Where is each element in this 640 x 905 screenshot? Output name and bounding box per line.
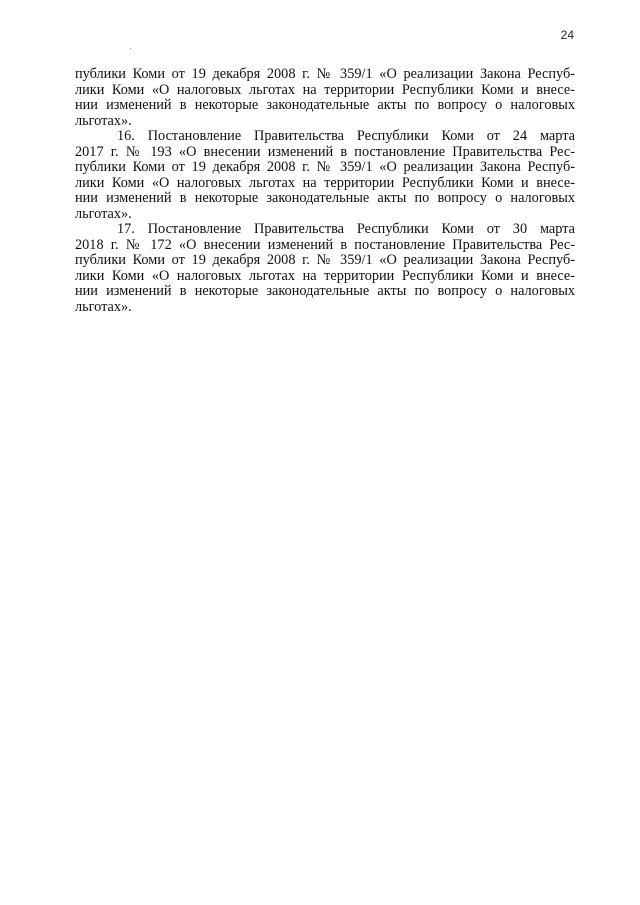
text-line: льготах».: [75, 205, 132, 222]
paragraph-continuation: [75, 67, 575, 129]
text-line: публики Коми от 19 декабря 2008 г. № 359/1 «О реализации Закона Респуб-: [75, 159, 575, 175]
document-body: [75, 67, 575, 315]
text-line: публики Коми от 19 декабря 2008 г. № 359/1 «О реализации Закона Респуб-: [75, 66, 575, 82]
paragraph-item-17: [75, 222, 575, 315]
text-line: лики Коми «О налоговых льготах на территории Республики Коми и внесе-: [75, 174, 575, 191]
text-line: льготах».: [75, 298, 132, 315]
text-line: нии изменений в некоторые законодательные акты по вопросу о налоговых: [75, 190, 575, 206]
text-line: лики Коми «О налоговых льготах на территории Республики Коми и внесе-: [75, 267, 575, 284]
text-line: 17. Постановление Правительства Республики Коми от 30 марта: [117, 221, 575, 237]
text-line: 2018 г. № 172 «О внесении изменений в постановление Правительства Рес-: [75, 236, 575, 253]
text-line: льготах».: [75, 112, 132, 129]
text-line: 2017 г. № 193 «О внесении изменений в постановление Правительства Рес-: [75, 143, 575, 160]
text-line: нии изменений в некоторые законодательные акты по вопросу о налоговых: [75, 97, 575, 113]
text-line: публики Коми от 19 декабря 2008 г. № 359/1 «О реализации Закона Респуб-: [75, 252, 575, 268]
text-line: 16. Постановление Правительства Республики Коми от 24 марта: [117, 128, 575, 144]
page-number: 24: [560, 28, 574, 42]
text-line: нии изменений в некоторые законодательные акты по вопросу о налоговых: [75, 283, 575, 299]
text-line: лики Коми «О налоговых льготах на территории Республики Коми и внесе-: [75, 81, 575, 98]
paragraph-item-16: [75, 129, 575, 222]
scan-artifact: [130, 48, 131, 49]
